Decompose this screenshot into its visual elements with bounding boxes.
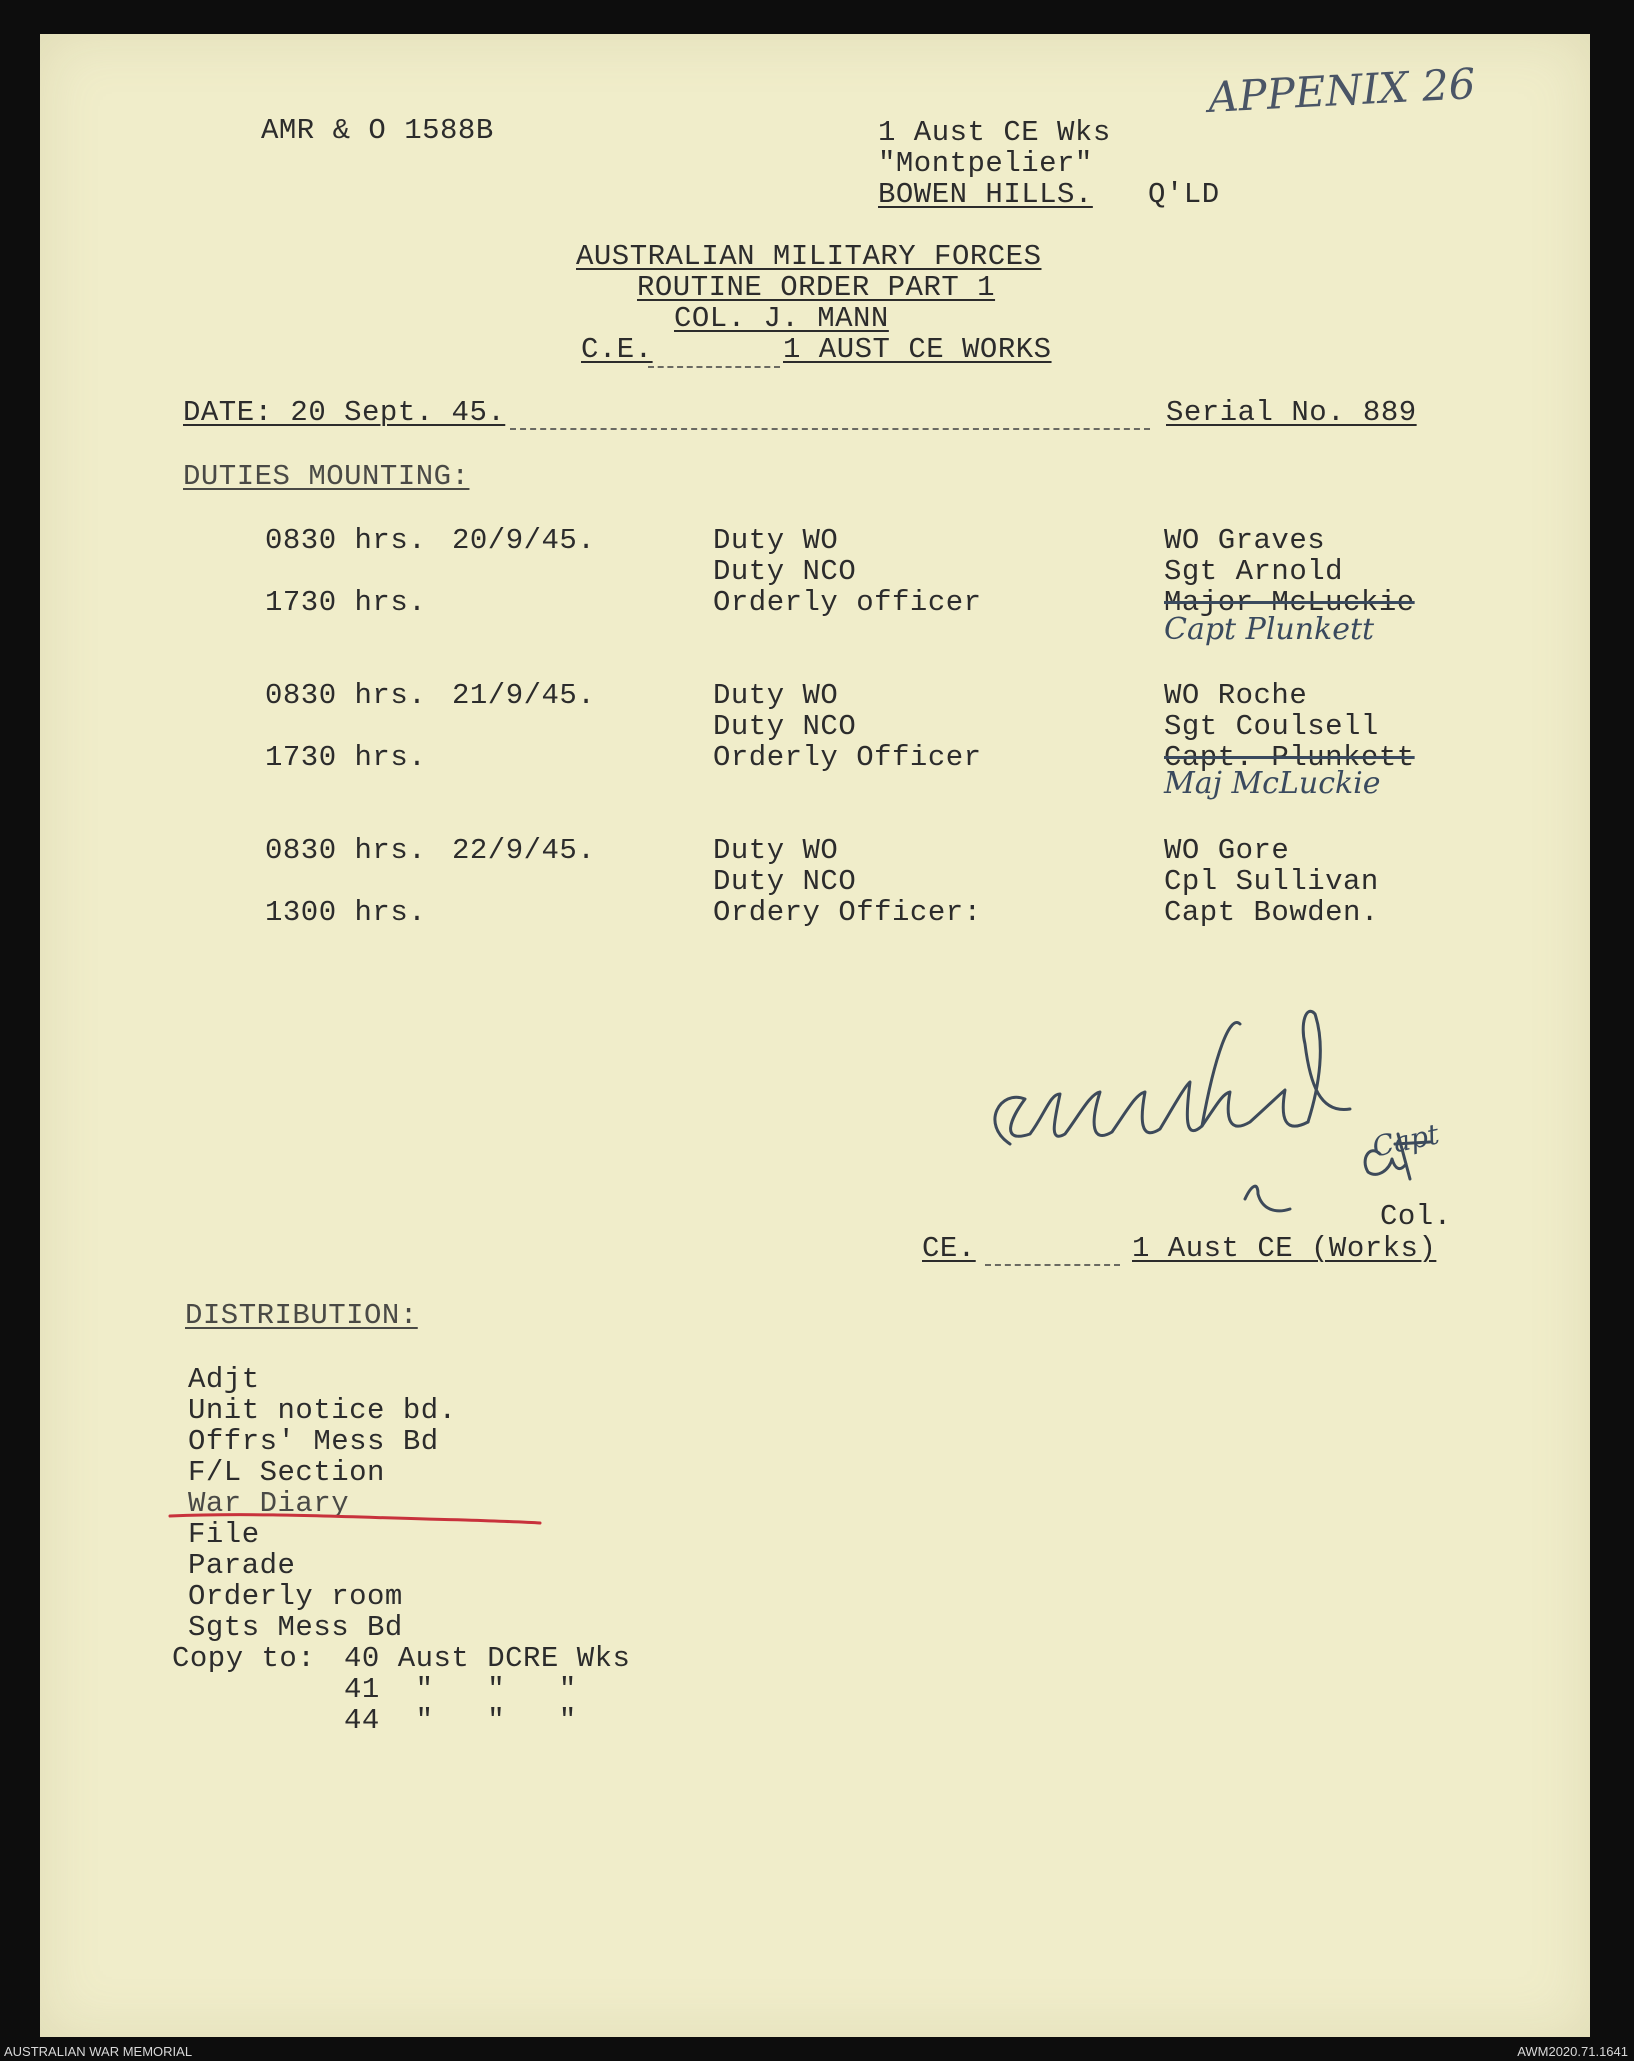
struck-name: Capt. Plunkett — [1164, 741, 1415, 774]
heading-line-4-left: C.E. — [581, 333, 653, 366]
duty-role: Ordery Officer: — [713, 896, 982, 929]
duty-name: WO Gore — [1164, 834, 1290, 867]
duty-role: Duty WO — [713, 834, 839, 867]
distribution-item: Offrs' Mess Bd — [188, 1425, 439, 1458]
duty-role: Duty WO — [713, 679, 839, 712]
distribution-item: F/L Section — [188, 1456, 385, 1489]
address-line-2: "Montpelier" — [878, 147, 1093, 180]
order-date: DATE: 20 Sept. 45. — [183, 396, 506, 429]
address-line-3: BOWEN HILLS. — [878, 178, 1093, 211]
duty-time: 0830 hrs. — [265, 679, 427, 712]
duty-role: Orderly officer — [713, 586, 982, 619]
duty-name: Cpl Sullivan — [1164, 865, 1379, 898]
duty-date: 22/9/45. — [452, 834, 596, 867]
distribution-item: Parade — [188, 1549, 296, 1582]
heading-line-4-right: 1 AUST CE WORKS — [783, 333, 1052, 366]
footer-right: AWM2020.71.1641 — [1517, 2044, 1628, 2059]
signature — [940, 994, 1500, 1234]
signature-rank: Col. — [1380, 1200, 1452, 1233]
duty-name: WO Graves — [1164, 524, 1326, 557]
copy-to-line: 44 " " " — [344, 1704, 577, 1737]
handwritten-capt: Capt — [1369, 1117, 1442, 1164]
distribution-item: File — [188, 1518, 260, 1551]
heading-line-3: COL. J. MANN — [674, 302, 889, 335]
copy-to-label: Copy to: — [172, 1642, 316, 1675]
duty-name: Capt Bowden. — [1164, 896, 1379, 929]
duty-role: Duty NCO — [713, 710, 857, 743]
duties-mounting-label: DUTIES MOUNTING: — [183, 460, 470, 493]
heading-line-1: AUSTRALIAN MILITARY FORCES — [576, 240, 1042, 273]
handwritten-name: Maj McLuckie — [1164, 766, 1381, 801]
distribution-item: Sgts Mess Bd — [188, 1611, 403, 1644]
distribution-item: Adjt — [188, 1363, 260, 1396]
duty-role: Duty NCO — [713, 865, 857, 898]
duty-date: 20/9/45. — [452, 524, 596, 557]
signature-title-right: 1 Aust CE (Works) — [1132, 1232, 1437, 1265]
distribution-label: DISTRIBUTION: — [185, 1299, 418, 1332]
distribution-item-war-diary: War Diary — [188, 1487, 350, 1520]
appendix-annotation: APPENIX 26 — [1206, 59, 1477, 122]
struck-name: Major McLuckie — [1164, 586, 1415, 619]
duty-time: 0830 hrs. — [265, 834, 427, 867]
heading-line-2: ROUTINE ORDER PART 1 — [637, 271, 996, 304]
distribution-item: Orderly room — [188, 1580, 403, 1613]
duty-time: 0830 hrs. — [265, 524, 427, 557]
signature-title-left: CE. — [922, 1232, 976, 1265]
duty-name: Sgt Arnold — [1164, 555, 1344, 588]
duty-name: WO Roche — [1164, 679, 1308, 712]
duty-role: Duty NCO — [713, 555, 857, 588]
footer-left: AUSTRALIAN WAR MEMORIAL — [4, 2044, 193, 2059]
distribution-item: Unit notice bd. — [188, 1394, 457, 1427]
duty-role: Duty WO — [713, 524, 839, 557]
address-line-1: 1 Aust CE Wks — [878, 116, 1111, 149]
reference-number: AMR & O 1588B — [261, 114, 494, 147]
duty-time: 1730 hrs. — [265, 586, 427, 619]
duty-time: 1300 hrs. — [265, 896, 427, 929]
duty-role: Orderly Officer — [713, 741, 982, 774]
duty-time: 1730 hrs. — [265, 741, 427, 774]
serial-number: Serial No. 889 — [1166, 396, 1417, 429]
copy-to-line: 40 Aust DCRE Wks — [344, 1642, 631, 1675]
duty-name: Sgt Coulsell — [1164, 710, 1379, 743]
handwritten-name: Capt Plunkett — [1164, 612, 1375, 647]
document-page — [40, 34, 1590, 2037]
copy-to-line: 41 " " " — [344, 1673, 577, 1706]
address-line-4: Q'LD — [1148, 178, 1220, 211]
duty-date: 21/9/45. — [452, 679, 596, 712]
